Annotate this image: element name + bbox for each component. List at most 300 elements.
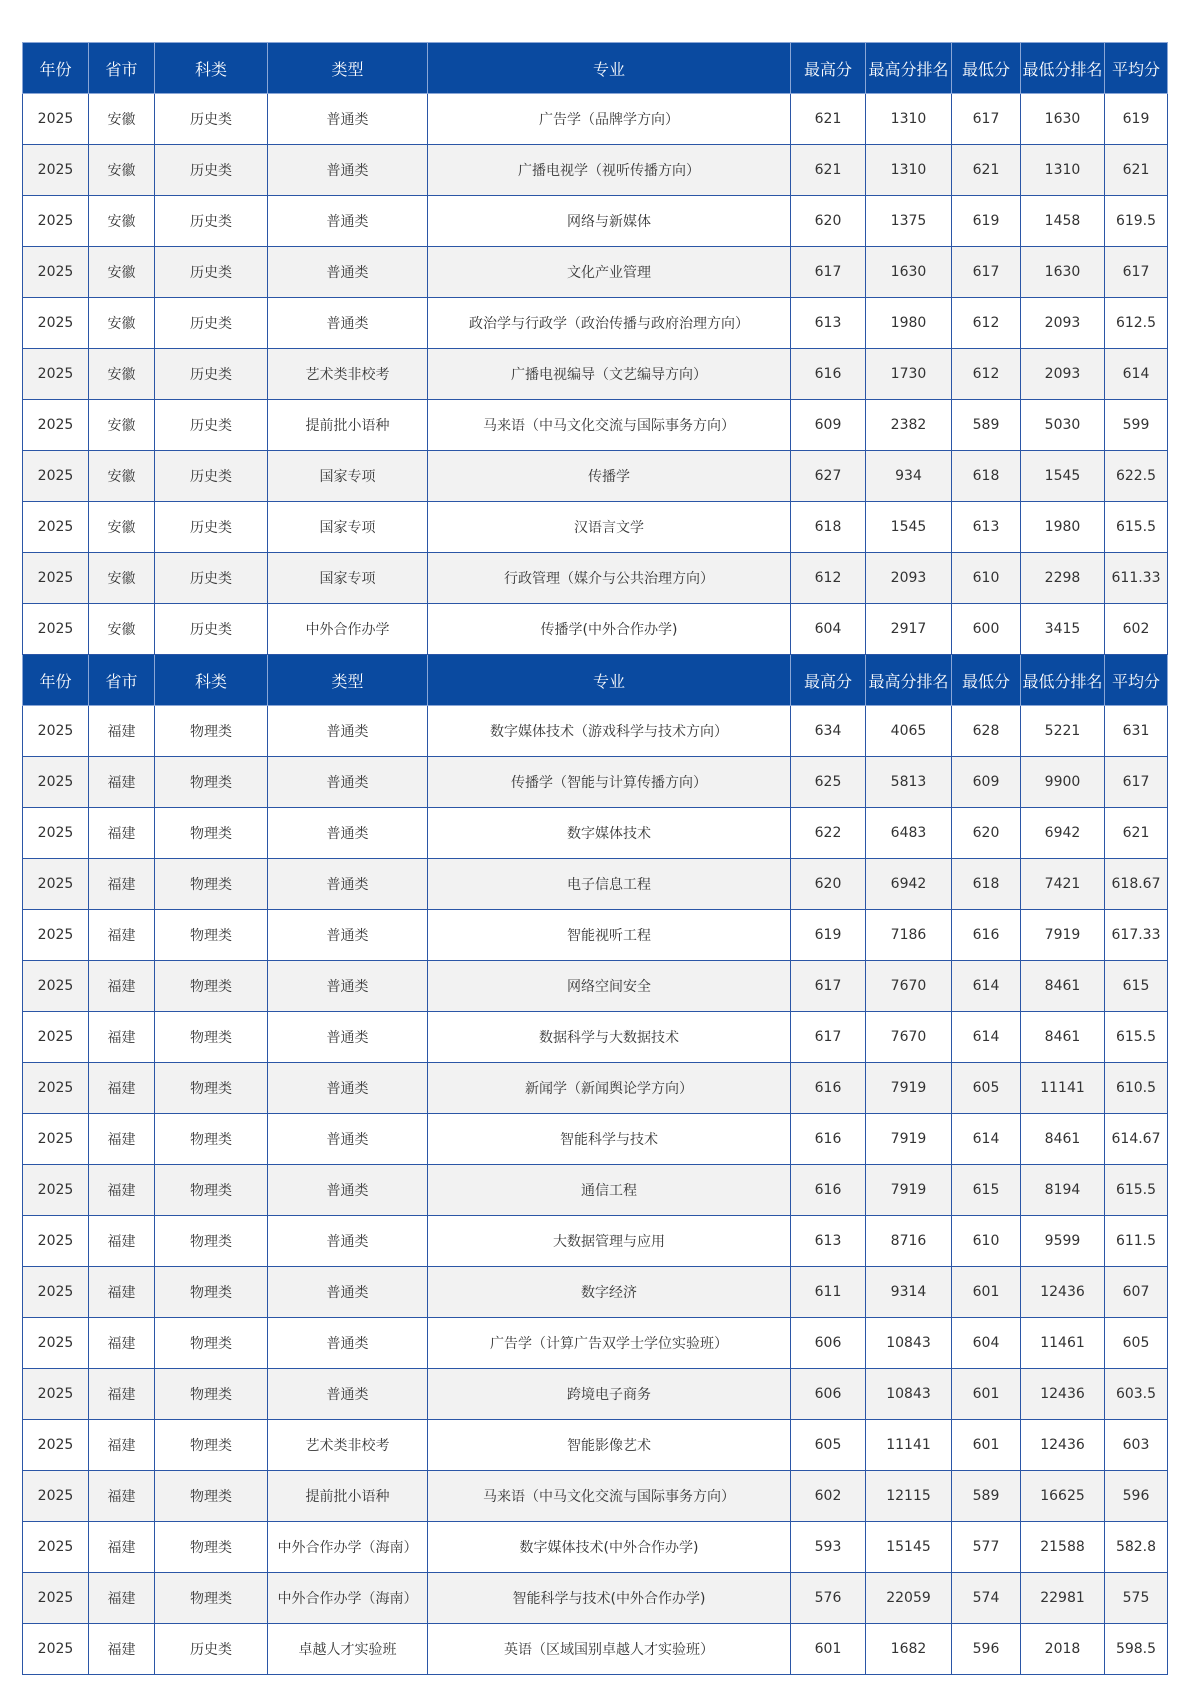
table-row	[23, 1216, 1168, 1267]
column-header-admission-type: 类型	[268, 43, 428, 94]
cell-max-score: 613	[791, 298, 866, 349]
table-header-row	[23, 655, 1168, 706]
column-header-max-score-rank: 最高分排名	[866, 43, 952, 94]
cell-subject-category: 物理类	[155, 757, 268, 808]
cell-max-score: 616	[791, 1165, 866, 1216]
cell-min-score-rank: 22981	[1021, 1573, 1105, 1624]
cell-admission-type: 提前批小语种	[268, 400, 428, 451]
table-row	[23, 1063, 1168, 1114]
cell-major: 数字媒体技术（游戏科学与技术方向）	[428, 706, 791, 757]
column-header-province: 省市	[89, 655, 155, 706]
cell-year: 2025	[23, 961, 89, 1012]
cell-max-score: 613	[791, 1216, 866, 1267]
cell-year: 2025	[23, 1318, 89, 1369]
cell-max-score-rank: 1310	[866, 94, 952, 145]
cell-min-score-rank: 1630	[1021, 94, 1105, 145]
table-row	[23, 247, 1168, 298]
cell-admission-type: 普通类	[268, 1216, 428, 1267]
cell-admission-type: 普通类	[268, 247, 428, 298]
cell-subject-category: 物理类	[155, 910, 268, 961]
table-row	[23, 196, 1168, 247]
cell-subject-category: 物理类	[155, 1369, 268, 1420]
column-header-avg-score: 平均分	[1105, 655, 1168, 706]
cell-major: 智能科学与技术(中外合作办学)	[428, 1573, 791, 1624]
cell-major: 传播学(中外合作办学)	[428, 604, 791, 655]
cell-subject-category: 历史类	[155, 604, 268, 655]
cell-admission-type: 中外合作办学	[268, 604, 428, 655]
table-row	[23, 1114, 1168, 1165]
cell-year: 2025	[23, 196, 89, 247]
cell-subject-category: 物理类	[155, 1318, 268, 1369]
column-header-min-score: 最低分	[952, 43, 1021, 94]
cell-min-score: 620	[952, 808, 1021, 859]
table-row	[23, 1369, 1168, 1420]
cell-year: 2025	[23, 349, 89, 400]
cell-subject-category: 物理类	[155, 1063, 268, 1114]
cell-year: 2025	[23, 298, 89, 349]
cell-major: 英语（区域国别卓越人才实验班）	[428, 1624, 791, 1675]
cell-max-score-rank: 10843	[866, 1318, 952, 1369]
cell-max-score-rank: 22059	[866, 1573, 952, 1624]
cell-avg-score: 575	[1105, 1573, 1168, 1624]
cell-major: 电子信息工程	[428, 859, 791, 910]
cell-min-score-rank: 5221	[1021, 706, 1105, 757]
cell-avg-score: 615.5	[1105, 502, 1168, 553]
cell-min-score: 609	[952, 757, 1021, 808]
cell-max-score: 620	[791, 859, 866, 910]
cell-min-score: 618	[952, 451, 1021, 502]
cell-admission-type: 国家专项	[268, 451, 428, 502]
cell-subject-category: 物理类	[155, 808, 268, 859]
cell-province: 福建	[89, 1471, 155, 1522]
cell-year: 2025	[23, 1165, 89, 1216]
table-row	[23, 1012, 1168, 1063]
cell-admission-type: 普通类	[268, 94, 428, 145]
cell-province: 福建	[89, 1318, 155, 1369]
cell-year: 2025	[23, 706, 89, 757]
table-row	[23, 859, 1168, 910]
cell-avg-score: 631	[1105, 706, 1168, 757]
cell-avg-score: 615.5	[1105, 1012, 1168, 1063]
cell-avg-score: 622.5	[1105, 451, 1168, 502]
cell-min-score-rank: 11141	[1021, 1063, 1105, 1114]
table-row	[23, 1573, 1168, 1624]
cell-major: 数据科学与大数据技术	[428, 1012, 791, 1063]
cell-max-score-rank: 934	[866, 451, 952, 502]
cell-min-score: 617	[952, 247, 1021, 298]
cell-subject-category: 历史类	[155, 349, 268, 400]
cell-year: 2025	[23, 502, 89, 553]
cell-year: 2025	[23, 94, 89, 145]
cell-max-score-rank: 11141	[866, 1420, 952, 1471]
cell-max-score: 609	[791, 400, 866, 451]
cell-subject-category: 物理类	[155, 1012, 268, 1063]
cell-subject-category: 物理类	[155, 1216, 268, 1267]
cell-max-score-rank: 7186	[866, 910, 952, 961]
cell-avg-score: 611.5	[1105, 1216, 1168, 1267]
cell-admission-type: 卓越人才实验班	[268, 1624, 428, 1675]
table-row	[23, 757, 1168, 808]
cell-subject-category: 物理类	[155, 1165, 268, 1216]
cell-avg-score: 612.5	[1105, 298, 1168, 349]
cell-min-score: 616	[952, 910, 1021, 961]
column-header-max-score-rank: 最高分排名	[866, 655, 952, 706]
cell-max-score: 602	[791, 1471, 866, 1522]
cell-min-score: 589	[952, 400, 1021, 451]
cell-admission-type: 普通类	[268, 757, 428, 808]
cell-province: 福建	[89, 1624, 155, 1675]
cell-max-score: 618	[791, 502, 866, 553]
cell-min-score: 615	[952, 1165, 1021, 1216]
column-header-avg-score: 平均分	[1105, 43, 1168, 94]
cell-province: 福建	[89, 1114, 155, 1165]
cell-major: 马来语（中马文化交流与国际事务方向）	[428, 1471, 791, 1522]
cell-admission-type: 普通类	[268, 298, 428, 349]
cell-avg-score: 617	[1105, 757, 1168, 808]
admission-scores-table	[22, 42, 1168, 1675]
cell-max-score: 616	[791, 1063, 866, 1114]
table-header-row	[23, 43, 1168, 94]
cell-max-score: 605	[791, 1420, 866, 1471]
cell-min-score: 628	[952, 706, 1021, 757]
cell-admission-type: 普通类	[268, 859, 428, 910]
cell-province: 福建	[89, 1216, 155, 1267]
cell-avg-score: 615	[1105, 961, 1168, 1012]
cell-major: 通信工程	[428, 1165, 791, 1216]
cell-admission-type: 中外合作办学（海南）	[268, 1573, 428, 1624]
cell-year: 2025	[23, 604, 89, 655]
cell-province: 安徽	[89, 604, 155, 655]
cell-major: 智能视听工程	[428, 910, 791, 961]
cell-min-score-rank: 2298	[1021, 553, 1105, 604]
cell-admission-type: 普通类	[268, 808, 428, 859]
cell-avg-score: 605	[1105, 1318, 1168, 1369]
cell-max-score-rank: 1630	[866, 247, 952, 298]
cell-max-score: 611	[791, 1267, 866, 1318]
table-row	[23, 349, 1168, 400]
cell-max-score: 634	[791, 706, 866, 757]
column-header-year: 年份	[23, 655, 89, 706]
cell-max-score: 576	[791, 1573, 866, 1624]
cell-avg-score: 603.5	[1105, 1369, 1168, 1420]
cell-max-score-rank: 7919	[866, 1165, 952, 1216]
cell-subject-category: 物理类	[155, 1114, 268, 1165]
column-header-min-score-rank: 最低分排名	[1021, 655, 1105, 706]
cell-year: 2025	[23, 553, 89, 604]
cell-min-score-rank: 7919	[1021, 910, 1105, 961]
cell-year: 2025	[23, 1012, 89, 1063]
cell-min-score: 577	[952, 1522, 1021, 1573]
cell-max-score: 620	[791, 196, 866, 247]
cell-avg-score: 596	[1105, 1471, 1168, 1522]
cell-major: 广告学（品牌学方向）	[428, 94, 791, 145]
cell-min-score-rank: 5030	[1021, 400, 1105, 451]
cell-province: 福建	[89, 1573, 155, 1624]
column-header-max-score: 最高分	[791, 655, 866, 706]
table-row	[23, 1165, 1168, 1216]
table-row	[23, 1624, 1168, 1675]
cell-province: 安徽	[89, 298, 155, 349]
cell-max-score-rank: 1730	[866, 349, 952, 400]
cell-subject-category: 历史类	[155, 502, 268, 553]
cell-min-score: 601	[952, 1369, 1021, 1420]
column-header-subject-category: 科类	[155, 655, 268, 706]
cell-min-score-rank: 16625	[1021, 1471, 1105, 1522]
cell-max-score-rank: 1980	[866, 298, 952, 349]
cell-province: 福建	[89, 757, 155, 808]
cell-subject-category: 物理类	[155, 1471, 268, 1522]
cell-year: 2025	[23, 1573, 89, 1624]
table-body	[23, 43, 1168, 1675]
cell-max-score: 601	[791, 1624, 866, 1675]
cell-min-score: 589	[952, 1471, 1021, 1522]
cell-max-score-rank: 7919	[866, 1114, 952, 1165]
cell-min-score-rank: 1980	[1021, 502, 1105, 553]
cell-max-score-rank: 2093	[866, 553, 952, 604]
cell-admission-type: 国家专项	[268, 553, 428, 604]
cell-min-score-rank: 11461	[1021, 1318, 1105, 1369]
cell-year: 2025	[23, 808, 89, 859]
cell-avg-score: 621	[1105, 145, 1168, 196]
cell-min-score: 601	[952, 1420, 1021, 1471]
cell-min-score-rank: 3415	[1021, 604, 1105, 655]
cell-min-score-rank: 8461	[1021, 961, 1105, 1012]
cell-max-score-rank: 12115	[866, 1471, 952, 1522]
cell-max-score: 617	[791, 1012, 866, 1063]
cell-admission-type: 普通类	[268, 961, 428, 1012]
cell-admission-type: 普通类	[268, 1267, 428, 1318]
cell-max-score-rank: 7919	[866, 1063, 952, 1114]
cell-year: 2025	[23, 400, 89, 451]
cell-major: 数字经济	[428, 1267, 791, 1318]
cell-major: 跨境电子商务	[428, 1369, 791, 1420]
cell-min-score: 617	[952, 94, 1021, 145]
cell-admission-type: 普通类	[268, 196, 428, 247]
cell-max-score: 612	[791, 553, 866, 604]
cell-major: 新闻学（新闻舆论学方向）	[428, 1063, 791, 1114]
cell-province: 福建	[89, 1420, 155, 1471]
cell-major: 文化产业管理	[428, 247, 791, 298]
cell-subject-category: 历史类	[155, 247, 268, 298]
cell-admission-type: 普通类	[268, 706, 428, 757]
cell-subject-category: 物理类	[155, 859, 268, 910]
cell-year: 2025	[23, 1471, 89, 1522]
cell-avg-score: 614.67	[1105, 1114, 1168, 1165]
cell-max-score-rank: 7670	[866, 1012, 952, 1063]
table-row	[23, 1267, 1168, 1318]
cell-min-score: 574	[952, 1573, 1021, 1624]
cell-major: 广播电视编导（文艺编导方向）	[428, 349, 791, 400]
cell-min-score: 612	[952, 349, 1021, 400]
cell-major: 政治学与行政学（政治传播与政府治理方向）	[428, 298, 791, 349]
cell-min-score: 621	[952, 145, 1021, 196]
cell-subject-category: 物理类	[155, 706, 268, 757]
cell-max-score: 617	[791, 247, 866, 298]
cell-min-score-rank: 9900	[1021, 757, 1105, 808]
column-header-major: 专业	[428, 43, 791, 94]
table-row	[23, 604, 1168, 655]
cell-avg-score: 603	[1105, 1420, 1168, 1471]
cell-max-score-rank: 8716	[866, 1216, 952, 1267]
cell-min-score: 614	[952, 961, 1021, 1012]
cell-admission-type: 普通类	[268, 1318, 428, 1369]
cell-major: 广播电视学（视听传播方向）	[428, 145, 791, 196]
table-row	[23, 910, 1168, 961]
cell-province: 福建	[89, 961, 155, 1012]
cell-major: 汉语言文学	[428, 502, 791, 553]
cell-avg-score: 599	[1105, 400, 1168, 451]
table-row	[23, 1420, 1168, 1471]
cell-province: 福建	[89, 1012, 155, 1063]
cell-max-score-rank: 4065	[866, 706, 952, 757]
cell-province: 安徽	[89, 145, 155, 196]
cell-avg-score: 619	[1105, 94, 1168, 145]
cell-admission-type: 普通类	[268, 1012, 428, 1063]
cell-year: 2025	[23, 757, 89, 808]
cell-max-score: 621	[791, 145, 866, 196]
cell-admission-type: 中外合作办学（海南）	[268, 1522, 428, 1573]
cell-province: 安徽	[89, 349, 155, 400]
cell-year: 2025	[23, 1624, 89, 1675]
cell-province: 安徽	[89, 400, 155, 451]
cell-max-score-rank: 9314	[866, 1267, 952, 1318]
cell-admission-type: 普通类	[268, 1063, 428, 1114]
table-row	[23, 706, 1168, 757]
cell-admission-type: 艺术类非校考	[268, 1420, 428, 1471]
table-row	[23, 961, 1168, 1012]
cell-major: 网络空间安全	[428, 961, 791, 1012]
cell-avg-score: 614	[1105, 349, 1168, 400]
cell-province: 安徽	[89, 553, 155, 604]
cell-min-score-rank: 1310	[1021, 145, 1105, 196]
cell-province: 福建	[89, 808, 155, 859]
column-header-min-score: 最低分	[952, 655, 1021, 706]
cell-province: 安徽	[89, 196, 155, 247]
cell-min-score: 596	[952, 1624, 1021, 1675]
cell-year: 2025	[23, 1369, 89, 1420]
cell-max-score: 617	[791, 961, 866, 1012]
cell-min-score: 601	[952, 1267, 1021, 1318]
column-header-admission-type: 类型	[268, 655, 428, 706]
cell-max-score: 621	[791, 94, 866, 145]
cell-min-score: 613	[952, 502, 1021, 553]
cell-major: 传播学	[428, 451, 791, 502]
cell-min-score-rank: 2018	[1021, 1624, 1105, 1675]
cell-year: 2025	[23, 451, 89, 502]
cell-province: 福建	[89, 1522, 155, 1573]
cell-min-score-rank: 2093	[1021, 298, 1105, 349]
cell-avg-score: 610.5	[1105, 1063, 1168, 1114]
cell-max-score: 606	[791, 1369, 866, 1420]
cell-max-score: 593	[791, 1522, 866, 1573]
cell-subject-category: 物理类	[155, 1573, 268, 1624]
cell-avg-score: 617	[1105, 247, 1168, 298]
cell-max-score-rank: 1682	[866, 1624, 952, 1675]
cell-province: 安徽	[89, 94, 155, 145]
cell-province: 安徽	[89, 502, 155, 553]
cell-subject-category: 历史类	[155, 553, 268, 604]
cell-max-score: 625	[791, 757, 866, 808]
cell-max-score: 627	[791, 451, 866, 502]
cell-year: 2025	[23, 1063, 89, 1114]
cell-major: 智能影像艺术	[428, 1420, 791, 1471]
cell-min-score-rank: 12436	[1021, 1267, 1105, 1318]
cell-min-score: 600	[952, 604, 1021, 655]
cell-admission-type: 提前批小语种	[268, 1471, 428, 1522]
cell-subject-category: 历史类	[155, 94, 268, 145]
cell-max-score-rank: 7670	[866, 961, 952, 1012]
cell-subject-category: 物理类	[155, 961, 268, 1012]
cell-min-score: 618	[952, 859, 1021, 910]
cell-min-score: 605	[952, 1063, 1021, 1114]
cell-max-score-rank: 6483	[866, 808, 952, 859]
cell-max-score-rank: 15145	[866, 1522, 952, 1573]
cell-min-score-rank: 21588	[1021, 1522, 1105, 1573]
cell-province: 福建	[89, 706, 155, 757]
column-header-subject-category: 科类	[155, 43, 268, 94]
column-header-max-score: 最高分	[791, 43, 866, 94]
cell-subject-category: 物理类	[155, 1267, 268, 1318]
cell-min-score-rank: 8461	[1021, 1012, 1105, 1063]
cell-min-score-rank: 1458	[1021, 196, 1105, 247]
cell-max-score: 622	[791, 808, 866, 859]
cell-min-score-rank: 8461	[1021, 1114, 1105, 1165]
column-header-major: 专业	[428, 655, 791, 706]
cell-admission-type: 普通类	[268, 1114, 428, 1165]
cell-subject-category: 历史类	[155, 451, 268, 502]
cell-year: 2025	[23, 1216, 89, 1267]
cell-max-score-rank: 1310	[866, 145, 952, 196]
cell-subject-category: 历史类	[155, 1624, 268, 1675]
cell-max-score: 616	[791, 1114, 866, 1165]
table-row	[23, 553, 1168, 604]
cell-max-score-rank: 10843	[866, 1369, 952, 1420]
cell-major: 广告学（计算广告双学士学位实验班）	[428, 1318, 791, 1369]
cell-min-score: 610	[952, 1216, 1021, 1267]
cell-min-score-rank: 6942	[1021, 808, 1105, 859]
cell-min-score: 614	[952, 1114, 1021, 1165]
table-row	[23, 145, 1168, 196]
cell-subject-category: 物理类	[155, 1522, 268, 1573]
cell-year: 2025	[23, 247, 89, 298]
cell-province: 福建	[89, 859, 155, 910]
table-row	[23, 451, 1168, 502]
cell-admission-type: 普通类	[268, 910, 428, 961]
cell-min-score: 619	[952, 196, 1021, 247]
cell-admission-type: 艺术类非校考	[268, 349, 428, 400]
admission-scores-table-container	[22, 42, 1167, 1675]
cell-min-score: 610	[952, 553, 1021, 604]
cell-max-score: 619	[791, 910, 866, 961]
cell-subject-category: 物理类	[155, 1420, 268, 1471]
cell-year: 2025	[23, 1114, 89, 1165]
cell-major: 数字媒体技术(中外合作办学)	[428, 1522, 791, 1573]
cell-subject-category: 历史类	[155, 400, 268, 451]
cell-max-score-rank: 2917	[866, 604, 952, 655]
cell-min-score-rank: 9599	[1021, 1216, 1105, 1267]
cell-max-score-rank: 6942	[866, 859, 952, 910]
cell-min-score-rank: 1545	[1021, 451, 1105, 502]
cell-major: 马来语（中马文化交流与国际事务方向）	[428, 400, 791, 451]
cell-province: 福建	[89, 1165, 155, 1216]
cell-year: 2025	[23, 1420, 89, 1471]
cell-admission-type: 普通类	[268, 1165, 428, 1216]
cell-major: 网络与新媒体	[428, 196, 791, 247]
cell-min-score-rank: 7421	[1021, 859, 1105, 910]
cell-major: 数字媒体技术	[428, 808, 791, 859]
cell-min-score-rank: 12436	[1021, 1369, 1105, 1420]
column-header-year: 年份	[23, 43, 89, 94]
